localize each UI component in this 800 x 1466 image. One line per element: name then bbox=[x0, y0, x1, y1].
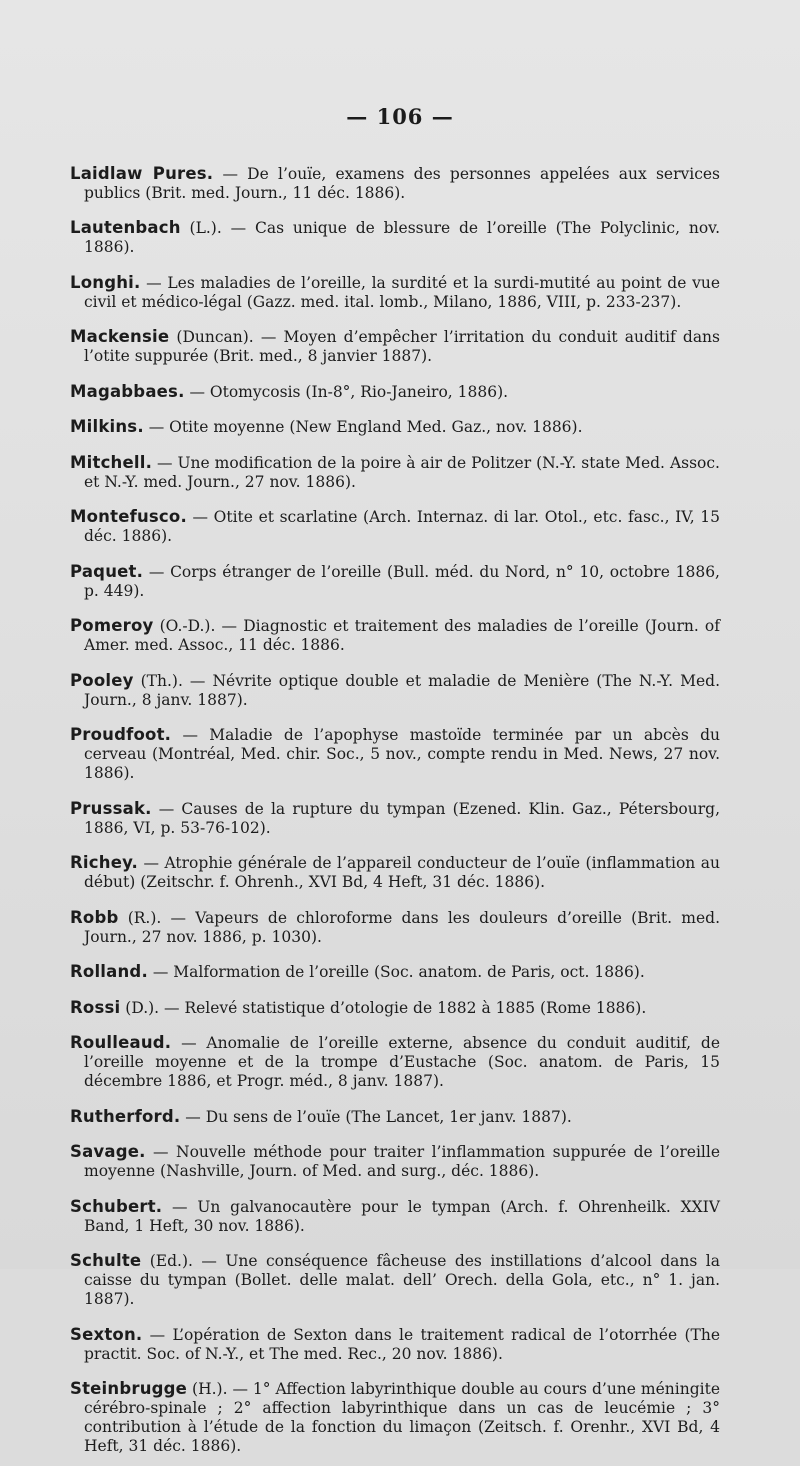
bibliography-entry bbox=[70, 1033, 720, 1091]
entry-text: — Otite moyenne (New England Med. Gaz., nov. 1886). bbox=[143, 418, 583, 436]
author-name: Longhi. bbox=[70, 272, 141, 292]
entry-text: — De l’ouïe, examens des personnes appelées aux services publics (Brit. med. Journ., 11 déc. 1886). bbox=[84, 164, 720, 202]
entry-text: — Causes de la rupture du tympan (Ezened. Klin. Gaz., Pétersbourg, 1886, VI, p. 53-76-102). bbox=[84, 799, 720, 837]
entry-text: — Nouvelle méthode pour traiter l’inflammation suppurée de l’oreille moyenne (Nashville, Journ. of Med. and surg., déc. 1886). bbox=[84, 1143, 720, 1180]
bibliography-entry bbox=[70, 218, 720, 257]
author-name: Magabbaes. bbox=[70, 381, 185, 401]
bibliography-entry bbox=[70, 417, 720, 437]
bibliography-entry bbox=[70, 562, 720, 601]
entry-text: (Th.). — Névrite optique double et maladie de Menière (The N.-Y. Med. Journ., 8 janv. 1887). bbox=[84, 671, 720, 709]
entry-text: — Maladie de l’apophyse mastoïde terminée par un abcès du cerveau (Montréal, Med. chir. Soc., 5 nov., compte rendu in Med. News, 27 nov. 1886). bbox=[84, 726, 720, 782]
bibliography-entry bbox=[70, 616, 720, 655]
author-name: Schulte bbox=[70, 1251, 142, 1270]
author-name: Steinbrugge bbox=[70, 1379, 188, 1398]
bibliography-entry bbox=[70, 1197, 720, 1236]
bibliography-entry bbox=[70, 273, 720, 312]
author-name: Montefusco. bbox=[70, 507, 187, 526]
entry-text: — Une modification de la poire à air de Politzer (N.-Y. state Med. Assoc. et N.-Y. med. Journ., 27 nov. 1886). bbox=[84, 453, 720, 491]
entry-text: (Ed.). — Une conséquence fâcheuse des instillations d’alcool dans la caisse du tympan (Bollet. delle malat. dell’ Orech. della Gola, etc., n° 1. jan. 1887). bbox=[84, 1252, 720, 1308]
author-name: Laidlaw Pures. bbox=[70, 163, 214, 183]
bibliography-entry bbox=[70, 1142, 720, 1181]
bibliography-entry bbox=[70, 853, 720, 892]
entry-text: (Duncan). — Moyen d’empêcher l’irritation du conduit auditif dans l’otite suppurée (Brit. med., 8 janvier 1887). bbox=[84, 328, 720, 365]
bibliography-entry bbox=[70, 327, 720, 366]
entry-text: — Malformation de l’oreille (Soc. anatom. de Paris, oct. 1886). bbox=[147, 963, 645, 981]
entry-text: — Du sens de l’ouïe (The Lancet, 1er janv. 1887). bbox=[180, 1107, 572, 1126]
page-number: — 106 — bbox=[346, 104, 454, 129]
bibliography-entry bbox=[70, 164, 720, 203]
author-name: Prussak. bbox=[70, 798, 152, 818]
entry-text: — Un galvanocautère pour le tympan (Arch. f. Ohrenheilk. XXIV Band, 1 Heft, 30 nov. 1886). bbox=[84, 1197, 720, 1235]
bibliography-entry bbox=[70, 799, 720, 838]
entry-text: — Atrophie générale de l’appareil conducteur de l’ouïe (inflammation au début) (Zeitschr. f. Ohrenh., XVI Bd, 4 Heft, 31 déc. 1886). bbox=[84, 854, 720, 891]
author-name: Savage. bbox=[70, 1142, 146, 1161]
author-name: Schubert. bbox=[70, 1196, 163, 1216]
bibliography-entry bbox=[70, 908, 720, 947]
entry-text: — Otomycosis (In-8°, Rio-Janeiro, 1886). bbox=[184, 382, 509, 401]
entry-text: — Anomalie de l’oreille externe, absence du conduit auditif, de l’oreille moyenne et de la trompe d’Eustache (Soc. anatom. de Paris, 15 décembre 1886, et Progr. méd., 8 janv. 1887). bbox=[84, 1034, 720, 1090]
author-name: Rutherford. bbox=[70, 1106, 181, 1126]
entry-text: (R.). — Vapeurs de chloroforme dans les douleurs d’oreille (Brit. med. Journ., 27 nov. 1886, p. 1030). bbox=[84, 908, 720, 946]
author-name: Sexton. bbox=[70, 1324, 143, 1344]
entry-text: (H.). — 1° Affection labyrinthique double au cours d’une méningite cérébro-spinale ; 2° affection labyrinthique dans un cas de leucémie ; 3° contribution à l’étude de la fonction du limaçon (Zeitsch. f. Orenhr., XVI Bd, 4 Heft, 31 déc. 1886). bbox=[84, 1380, 720, 1455]
entry-text: (O.-D.). — Diagnostic et traitement des maladies de l’oreille (Journ. of Amer. med. Assoc., 11 déc. 1886. bbox=[84, 617, 720, 654]
entry-text: (D.). — Relevé statistique d’otologie de 1882 à 1885 (Rome 1886). bbox=[120, 998, 647, 1017]
author-name: Milkins. bbox=[70, 417, 144, 436]
author-name: Rolland. bbox=[70, 962, 148, 981]
author-name: Rossi bbox=[70, 997, 121, 1017]
bibliography-entry bbox=[70, 671, 720, 710]
author-name: Mackensie bbox=[70, 327, 170, 346]
entry-text: — Corps étranger de l’oreille (Bull. méd. du Nord, n° 10, octobre 1886, p. 449). bbox=[84, 562, 720, 600]
author-name: Roulleaud. bbox=[70, 1033, 172, 1052]
bibliography-entry bbox=[70, 382, 720, 402]
author-name: Mitchell. bbox=[70, 452, 153, 472]
author-name: Paquet. bbox=[70, 561, 144, 581]
entry-text: (L.). — Cas unique de blessure de l’oreille (The Polyclinic, nov. 1886). bbox=[84, 219, 720, 256]
bibliography-entry bbox=[70, 507, 720, 546]
bibliography-entry bbox=[70, 962, 720, 982]
entry-text: — Les maladies de l’oreille, la surdité et la surdi-mutité au point de vue civil et médico-légal (Gazz. med. ital. lomb., Milano, 1886, VIII, p. 233-237). bbox=[84, 273, 720, 311]
bibliography-entry bbox=[70, 453, 720, 492]
author-name: Robb bbox=[70, 907, 119, 927]
bibliography-entry bbox=[70, 1251, 720, 1309]
bibliography-entry bbox=[70, 1379, 720, 1456]
author-name: Pooley bbox=[70, 670, 134, 690]
bibliography-entry bbox=[70, 725, 720, 783]
author-name: Richey. bbox=[70, 853, 138, 872]
author-name: Proudfoot. bbox=[70, 725, 172, 744]
entry-text: — Otite et scarlatine (Arch. Internaz. di lar. Otol., etc. fasc., IV, 15 déc. 1886). bbox=[84, 508, 720, 545]
entry-text: — L’opération de Sexton dans le traitement radical de l’otorrhée (The practit. Soc. of N.-Y., et The med. Rec., 20 nov. 1886). bbox=[84, 1325, 720, 1363]
bibliography-list bbox=[70, 148, 720, 1466]
author-name: Lautenbach bbox=[70, 218, 181, 237]
bibliography-entry bbox=[70, 1325, 720, 1364]
bibliography-entry bbox=[70, 1107, 720, 1127]
bibliography-entry bbox=[70, 998, 720, 1018]
author-name: Pomeroy bbox=[70, 616, 154, 635]
